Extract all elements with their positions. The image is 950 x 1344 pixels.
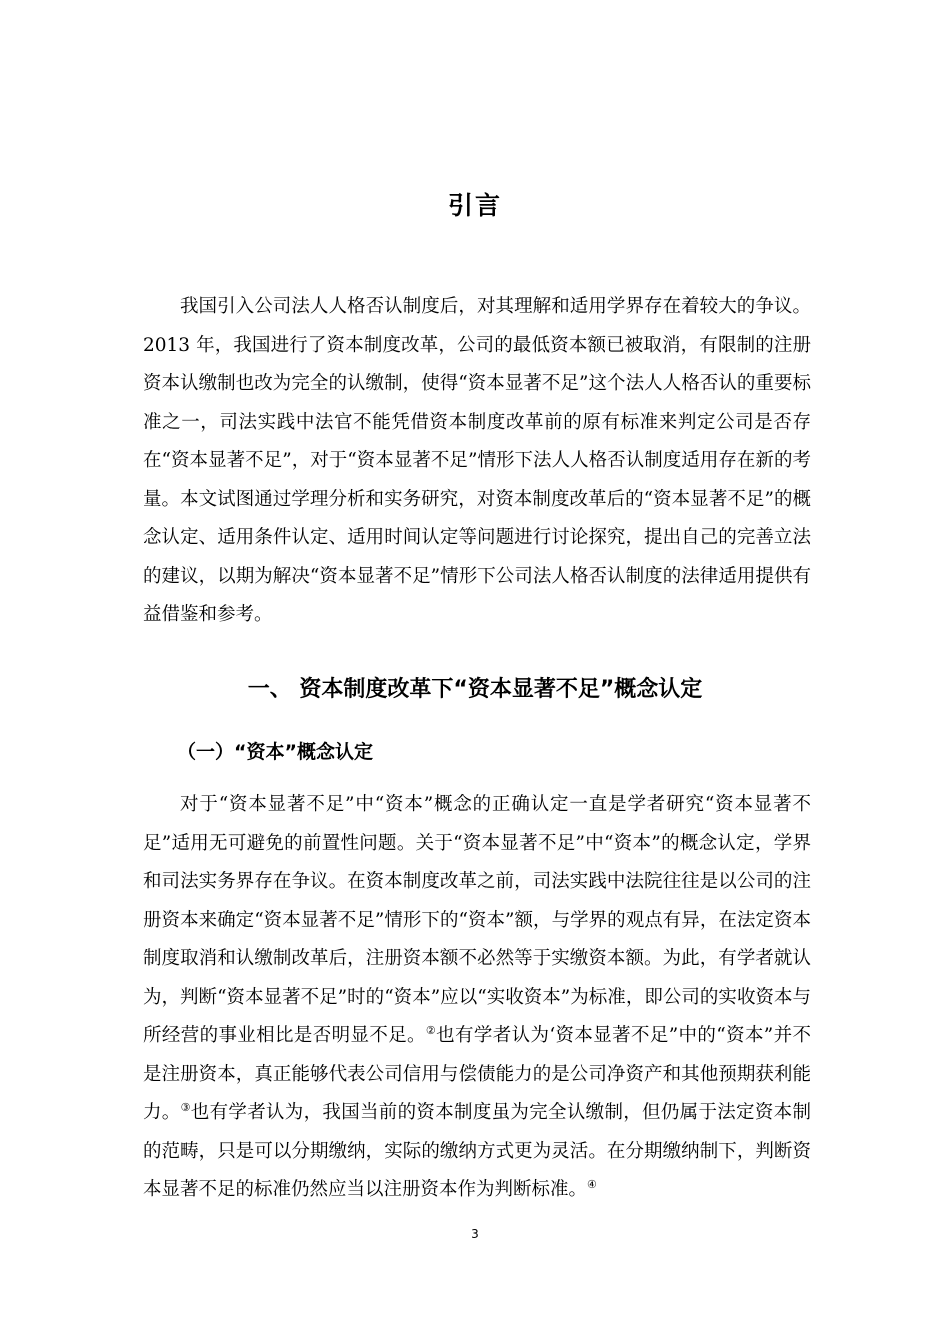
footnote-marker[interactable]: ② bbox=[425, 1023, 437, 1037]
paragraph-text: 对于“资本显著不足”中“资本”概念的正确认定一直是学者研究“资本显著不足”适用无可避免的前置性问题。关于“资本显著不足”中“资本”的概念认定，学界和司法实务界存在争议。在资本制度改革之前，司法实践中法院往往是以公司的注册资本来确定“资本显著不足”情形下的“资本”额，与学界的观点有异，在法定资本制度取消和认缴制改革后，注册资本额不必然等于实缴资本额。为此，有学者就认为，判断“资本显著不足”时的“资本”应以“实收资本”为标准，即公司的实收资本与所经营的事业相比是否明显不足。 bbox=[143, 794, 811, 1046]
body-paragraph bbox=[143, 786, 811, 1210]
paragraph-text: 也有学者认为，我国当前的资本制度虽为完全认缴制，但仍属于法定资本制的范畴，只是可以分期缴纳，实际的缴纳方式更为灵活。在分期缴纳制下，判断资本显著不足的标准仍然应当以注册资本作为判断标准。 bbox=[143, 1102, 811, 1200]
subsection-heading: （一）“资本”概念认定 bbox=[177, 741, 373, 763]
footnote-marker[interactable]: ④ bbox=[587, 1177, 597, 1191]
paragraph-text: 也有学者认为‘资本显著不足”中的“资本”并不是注册资本，真正能够代表公司信用与偿债能力的是公司净资产和其他预期获利能力。 bbox=[143, 1025, 811, 1123]
page-title: 引言 bbox=[447, 191, 502, 220]
intro-paragraph: 我国引入公司法人人格否认制度后，对其理解和适用学界存在着较大的争议。2013 年，我国进行了资本制度改革，公司的最低资本额已被取消，有限制的注册资本认缴制也改为完全的认缴制，使得“资本显著不足”这个法人人格否认的重要标准之一，司法实践中法官不能凭借资本制度改革前的原有标准来判定公司是否存在“资本显著不足”，对于“资本显著不足”情形下法人人格否认制度适用存在新的考量。本文试图通过学理分析和实务研究，对资本制度改革后的“资本显著不足”的概念认定、适用条件认定、适用时间认定等问题进行讨论探究，提出自己的完善立法的建议，以期为解决“资本显著不足”情形下公司法人格否认制度的法律适用提供有益借鉴和参考。 bbox=[143, 296, 811, 625]
page-number: 3 bbox=[471, 1227, 479, 1241]
footnote-marker[interactable]: ③ bbox=[180, 1100, 191, 1114]
section-heading: 一、 资本制度改革下“资本显著不足”概念认定 bbox=[247, 677, 703, 702]
